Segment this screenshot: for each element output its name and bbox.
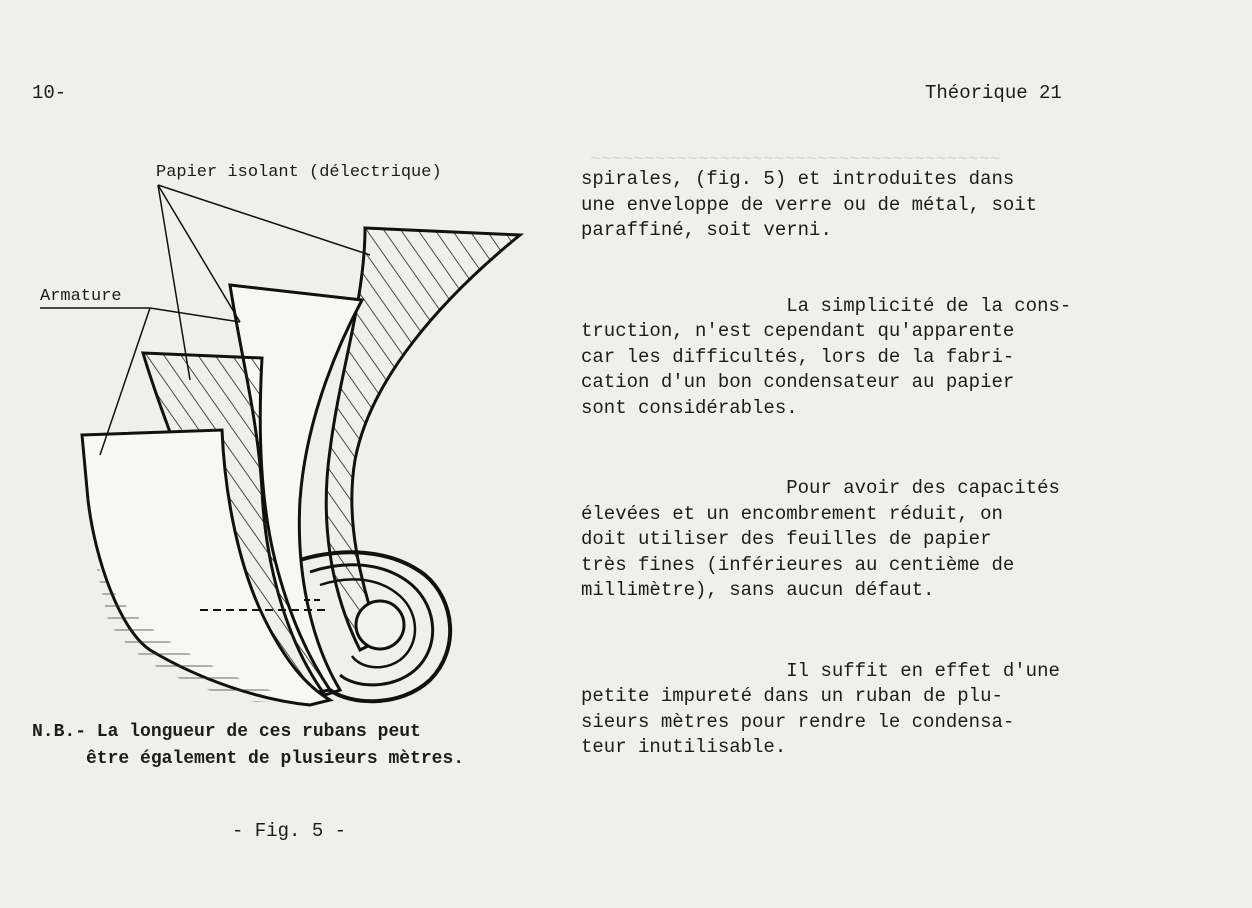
paper-layer-back [326, 228, 520, 650]
bleed-through: ~~~~~~~~~~~~~~~~~~~~~~~~~~~~~~~~~~~~~~ [590, 150, 1001, 170]
page-number: 10- [32, 82, 67, 104]
label-armature: Armature [40, 287, 122, 306]
body-text-column [581, 167, 1101, 794]
paragraph: Pour avoir des capacités élevées et un encombrement réduit, on doit utiliser des feuilles de papier très fines (inférieures au centième de millimètre), sans aucun défaut. [581, 477, 1060, 601]
paragraph: spirales, (fig. 5) et introduites dans une enveloppe de verre ou de métal, soit paraffiné, soit verni. [581, 168, 1038, 241]
figure-note: N.B.- La longueur de ces rubans peut être également de plusieurs mètres. [32, 722, 465, 769]
label-insulating-paper: Papier isolant (délectrique) [156, 163, 442, 182]
paragraph: Il suffit en effet d'une petite impureté dans un ruban de plu- sieurs mètres pour rendre le condensa- teur inutilisable. [581, 659, 1060, 758]
figure-caption: - Fig. 5 - [232, 820, 347, 842]
paragraph: La simplicité de la cons- truction, n'est cependant qu'apparente car les difficultés, lors de la fabri- cation d'un bon condensateur au papier sont considérables. [581, 294, 1072, 419]
section-title: Théorique 21 [925, 82, 1062, 104]
